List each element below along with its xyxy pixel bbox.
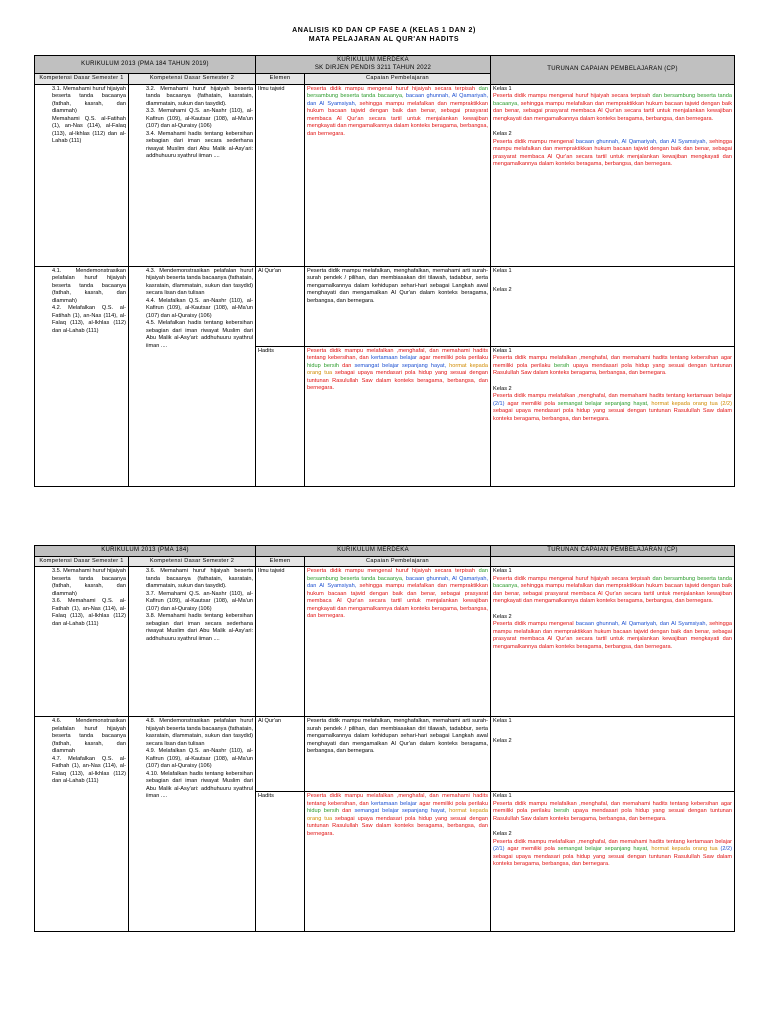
kd-text: Melafalkan Q.S. an-Nashr (110), al-Kafirun (109), al-Kautsar (108), al-Ma'un (107) dan al-Quraisy (106)	[146, 748, 254, 769]
kd-cp-table-1	[34, 55, 735, 487]
cp-cell	[305, 84, 491, 266]
turunan-cell	[491, 84, 735, 266]
turunan-cell	[491, 266, 735, 346]
kd-text: Mendemonstrasikan pelafalan huruf hijaiyah beserta tanda bacaanya (fathatain, kasratain, dlammatain, sukun dan tasydid) secara lisan dan tulisan	[146, 718, 254, 747]
cp-text-segment: Peserta didik mampu melafalkan ,menghafal, dan memahami hadits tentang kebersihan, dan	[307, 793, 489, 807]
kd-item	[52, 86, 126, 116]
cp-text-segment: agar memiliki pola perilaku	[419, 800, 489, 807]
kelas-block	[493, 386, 732, 424]
document-title: ANALISIS KD DAN CP FASE A (KELAS 1 DAN 2)	[292, 27, 476, 34]
table-row	[35, 717, 735, 792]
kelas-text	[493, 393, 732, 423]
kd-item	[52, 116, 126, 146]
kd-sem2-cell	[129, 567, 256, 717]
cp-text-segment: Peserta didik mampu mengenal huruf hijaiyah secara terpisah	[307, 85, 479, 92]
kelas-label: Kelas 1	[493, 793, 512, 799]
kelas-block	[493, 268, 732, 276]
kd-item	[52, 568, 126, 598]
header-elemen: Elemen	[256, 556, 305, 567]
kd-number: 4.9.	[146, 748, 159, 754]
cp-text-segment: sebagai upaya mendasari pola hidup yang sesuai dengan tuntunan Rasulullah Saw dalam konteks beragama, berbangsa, dan bernegara.	[493, 408, 733, 422]
kd-text: Mendemonstrasikan pelafalan huruf hijaiyah beserta tanda bacaanya (fathatain, kasratain, dlammatain, sukun dan tasydid) secara lisan dan tulisan	[146, 267, 254, 296]
kd-number: 3.7.	[146, 590, 159, 597]
turunan-cell	[491, 717, 735, 792]
kelas-label: Kelas 1	[493, 85, 512, 92]
kd-number: 4.10.	[146, 770, 161, 777]
kelas-block	[493, 614, 732, 652]
kd-number: 4.3.	[146, 267, 160, 274]
kd-sem2-cell	[129, 266, 256, 486]
cp-text-segment: sehingga mampu melafalkan dan mempraktikkan hukum bacaan tajwid dengan baik dan benar, sebagai prasyarat membaca Al Qur'an secara tartil untuk menjalankan kewajiban mengkayati dan mengamalkannya dalam konteks beragama, berbangsa, dan bernegara.	[307, 100, 489, 137]
kd-number: 3.5.	[52, 568, 64, 574]
table-row	[35, 266, 735, 346]
header-merdeka: KURIKULUM MERDEKA	[256, 546, 491, 557]
elemen-cell: Hadits	[256, 346, 305, 486]
cp-text-segment: Peserta didik mampu melafalkan ,menghafal, dan memahami hadits tentang kertamaan belajar	[493, 393, 733, 399]
header-merdeka-line2: SK DIRJEN PENDIS 3211 TAHUN 2022	[314, 64, 432, 71]
cp-text-segment: dan bersambung beserta tanda bacaanya,	[493, 575, 733, 589]
kelas-text	[493, 621, 732, 651]
kelas-text	[493, 93, 732, 123]
kd-text: Memahami hadis tentang kebersihan sebagian dari iman secara sederhana riwayat Muslim dari Abu Malik al-Asy'ari: addhuhuuru syathrul iiman ....	[146, 130, 254, 159]
cp-cell	[305, 346, 491, 486]
kd-list	[37, 718, 126, 786]
header-row-top	[35, 56, 735, 74]
kd-number: 3.2.	[146, 85, 161, 92]
cp-text-segment: bacaan ghunnah, Al Qamariyah, dan Al Syamsiyah,	[575, 138, 710, 145]
kd-text: Melafalkan Q.S. an-Nashr (110), al-Kafirun (109), al-Kautsar (108), al-Ma'un (107) dan al-Quraisy (106)	[146, 297, 254, 319]
cp-text-segment: upaya mendasari pola hidup yang sesuai dengan tuntunan Rasulullah Saw dalam konteks beragama, berbangsa, dan bernegara.	[493, 362, 733, 376]
cp-text-segment: upaya mendasari pola hidup yang sesuai dengan tuntunan Rasulullah Saw dalam konteks beragama, berbangsa, dan bernegara.	[493, 808, 733, 822]
table-row	[35, 84, 735, 266]
kelas-label: Kelas 2	[493, 613, 512, 620]
cp-text-segment: (2/1)	[493, 400, 508, 407]
kelas-text	[493, 839, 732, 869]
kelas-block	[493, 831, 732, 869]
elemen-cell: Ilmu tajwid	[256, 84, 305, 266]
kd-list	[37, 568, 126, 628]
kd-text: Melafalkan hadis tentang kebersihan sebagian dari iman riwayat Muslim dari Abu Malik al-Asy'ari: addhuhuuru syathrul iiman ....	[146, 770, 254, 799]
header-row-top	[35, 546, 735, 557]
turunan-cell	[491, 346, 735, 486]
kd-sem2-cell	[129, 84, 256, 266]
kd-sem2-cell	[129, 717, 256, 932]
kelas-text	[493, 576, 732, 606]
cp-text-segment: Peserta didik mampu mengenal	[493, 621, 576, 627]
kd-text: Mendemonstrasikan pelafalan huruf hijaiyah beserta tanda bacaanya (fathah, kasrah, dan dlammah	[52, 718, 126, 754]
kd-item	[146, 568, 253, 591]
header-kd-semester-2: Kompetensi Dasar Semester 2	[129, 74, 256, 85]
header-merdeka	[256, 56, 491, 74]
cp-text-segment: agar memiliki pola perilaku	[419, 355, 489, 361]
kd-item	[146, 86, 253, 109]
kd-sem1-cell	[35, 567, 129, 717]
cp-text-segment: (2/1)	[493, 846, 508, 852]
kd-text: Melafalkan Q.S. al-Fathah (1), an-Nas (114), al-Falaq (113), al-Ikhlas (112) dan al-Lahab (111)	[52, 755, 126, 784]
kd-item	[52, 598, 126, 628]
kd-cp-table-2	[34, 545, 735, 932]
cp-text-segment: Peserta didik mampu mengenal huruf hijaiyah secara terpisah	[493, 575, 653, 582]
kelas-block	[493, 86, 732, 124]
kd-text: Memahami huruf hijaiyah beserta tanda bacaanya (fathah, kasrah, dan dlammah)	[52, 85, 126, 114]
kd-number: 4.4.	[146, 297, 159, 304]
kelas-label: Kelas 2	[493, 385, 512, 392]
cp-cell	[305, 266, 491, 346]
kd-item	[52, 268, 126, 306]
cp-text-segment: kertamaan belajar	[371, 800, 420, 807]
kd-text: Memahami Q.S. an-Nashr (110), al-Kafirun (109), al-Kautsar (108), al-Ma'un (107) dan al-Quraisy (106)	[146, 108, 254, 129]
header-k13: KURIKULUM 2013 (PMA 184)	[35, 546, 256, 557]
kd-text: Melafalkan hadis tentang kebersihan sebagian dari iman riwayat Muslim dari Abu Malik al-Asy'ari: addhuhuuru syathrul iiman ....	[146, 320, 254, 349]
kd-item	[52, 305, 126, 335]
cp-text-segment: semangat belajar sepanjang hayat,	[354, 808, 450, 814]
kd-sem1-cell	[35, 266, 129, 486]
kd-text: Memahami Q.S. al-Fatihah (1), an-Nas (114), al-Falaq (113), al-Ikhlas (112) dan al-Lahab (111)	[52, 115, 126, 144]
kd-text: Memahami Q.S. an-Nashr (110), al-Kafirun (109), al-Kautsar (108), al-Ma'un (107) dan al-Quraisy (106)	[146, 590, 254, 612]
cp-text-segment: sehingga mampu melafalkan dan mempraktikkan hukum bacaan tajwid dengan baik dan benar, sebagai prasyarat membaca Al Qur'an secara tartil untuk menjalankan kewajiban mengkayati dan mengamalkannya dalam konteks beragama, berbangsa, dan bernegara.	[307, 583, 489, 619]
kelas-label: Kelas 1	[493, 568, 512, 574]
header-kd-semester-1: Kompetensi Dasar Semester 1	[35, 74, 129, 85]
kd-item	[146, 718, 253, 748]
kd-text: Mendemonstrasikan pelafalan huruf hijaiyah beserta tanda bacaanya (fathah, kasrah, dan dlammah)	[52, 267, 126, 304]
kd-item	[146, 298, 253, 321]
elemen-cell: Al Qur'an	[256, 717, 305, 792]
kd-number: 4.6.	[52, 718, 76, 724]
header-kd-semester-2: Kompetensi Dasar Semester 2	[129, 556, 256, 567]
elemen-cell: Al Qur'an	[256, 266, 305, 346]
cp-text-segment: sebagai upaya mendasari pola hidup yang sesuai dengan tuntunan Rasulullah Saw dalam konteks beragama, berbangsa, dan bernegara.	[493, 853, 733, 867]
kd-number: 4.8.	[146, 718, 160, 724]
kelas-block	[493, 568, 732, 606]
kd-text: Memahami hadis tentang kebersihan sebagian dari iman secara sederhana riwayat Muslim dari Abu Malik al-Asy'ari: addhuhuuru syathrul iiman ....	[146, 613, 254, 642]
kd-number: 3.6.	[146, 568, 161, 574]
kelas-label: Kelas 2	[493, 131, 512, 137]
kd-number: 3.3.	[146, 108, 159, 114]
cp-text-segment: sebagai upaya mendasari pola hidup yang sesuai dengan tuntunan Rasulullah Saw dalam konteks beragama, berbangsa, dan bernegara.	[307, 370, 489, 391]
cp-text-segment: sehingga mampu melafalkan dan mempraktikkan hukum bacaan tajwid dengan baik dan benar, sebagai prasyarat membaca Al Qur'an secara tartil untuk menjalankan kewajiban mengkayati dan mengamalkannya dalam konteks beragama, berbangsa, dan bernegara.	[493, 583, 733, 604]
kd-sem1-cell	[35, 717, 129, 932]
cp-text-segment: sebagai upaya mendasari pola hidup yang sesuai dengan tuntunan Rasulullah Saw dalam konteks beragama, berbangsa, dan bernegara.	[307, 815, 489, 837]
cp-text-segment: Peserta didik mampu melafalkan ,menghafal, dan memahami hadits tentang kertamaan belajar	[493, 838, 733, 845]
kelas-label: Kelas 1	[493, 267, 512, 274]
kd-number: 4.7.	[52, 755, 69, 762]
kd-number: 3.8.	[146, 613, 158, 619]
cp-text-segment: sehingga mampu melafalkan dan mempraktikkan hukum bacaan tajwid dengan baik dan benar, sebagai prasyarat membaca Al Qur'an secara tartil untuk menjalankan kewajiban mengkayati dan mengamalkannya dalam konteks beragama, berbangsa, dan bernegara.	[493, 138, 733, 167]
elemen-cell: Ilmu tajwid	[256, 567, 305, 717]
document-subtitle: MATA PELAJARAN AL QUR'AN HADITS	[308, 36, 460, 43]
cp-text-segment: Peserta didik mampu melafalkan ,menghafal, dan memahami hadits tentang kebersihan agar memiliki pola perilaku	[493, 800, 733, 814]
cp-text-segment: kertamaan belajar	[371, 355, 420, 361]
kelas-block	[493, 131, 732, 169]
cp-text-segment: bersih	[554, 362, 573, 369]
kd-text: Melafalkan Q.S. al-Fatihah (1), an-Nas (114), al-Falaq (113), al-Ikhlas (112) dan al-Lahab (111)	[52, 305, 126, 334]
cp-cell	[305, 717, 491, 792]
cp-text-segment: dan bersambung beserta tanda bacaanya,	[307, 85, 489, 99]
cp-text-segment: dan bersambung beserta tanda bacaanya,	[493, 93, 733, 107]
kd-item	[146, 748, 253, 771]
kd-item	[52, 756, 126, 786]
kelas-text	[493, 355, 732, 378]
cp-text-segment: sehingga mampu melafalkan dan mempraktikkan hukum bacaan tajwid dengan baik dan benar, sebagai prasyarat membaca Al Qur'an secara tartil untuk menjalankan kewajiban mengkayati dan mengamalkannya dalam konteks beragama, berbangsa, dan bernegara.	[493, 621, 733, 650]
kd-number: 4.1.	[52, 267, 76, 274]
header-turunan-blank	[491, 556, 735, 567]
cp-text-segment: agar memiliki pola	[507, 846, 558, 852]
turunan-cell	[491, 567, 735, 717]
kelas-block	[493, 738, 732, 746]
cp-text-segment: Peserta didik mampu mengenal	[493, 138, 576, 145]
kd-number: 3.1.	[52, 85, 64, 92]
kelas-label: Kelas 1	[493, 718, 512, 724]
kd-sem1-cell	[35, 84, 129, 266]
cp-text-segment: hormat kepada orang tua	[307, 362, 489, 376]
cp-text-segment: agar memiliki pola	[507, 400, 558, 407]
kelas-label: Kelas 2	[493, 287, 512, 293]
cp-text-segment: hormat kepada orang tua	[651, 846, 721, 852]
cp-text-segment: dan	[342, 362, 355, 369]
kelas-block	[493, 793, 732, 823]
kd-text: Memahami Q.S. al- Fathah (1), an-Nas (114), al-Falaq (113), al-Ikhlas (112) dan al-Lahab (111)	[52, 598, 126, 627]
kelas-label: Kelas 2	[493, 831, 512, 837]
header-k13: KURIKULUM 2013 (PMA 184 TAHUN 2019)	[35, 56, 256, 74]
cp-text-segment: bacaan ghunnah, Al Qamariyah, dan Al Syamsiyah,	[307, 93, 489, 107]
kelas-label: Kelas 2	[493, 737, 512, 744]
header-turunan: TURUNAN CAPAIAN PEMBELAJARAN (CP)	[491, 546, 735, 557]
kd-item	[146, 108, 253, 131]
kelas-text	[493, 139, 732, 169]
kd-item	[146, 320, 253, 350]
kd-list	[131, 268, 253, 351]
cp-text-segment: hidup bersih	[307, 808, 343, 814]
cp-text-segment: semangat belajar sepanjang hayat,	[557, 400, 652, 407]
kd-item	[52, 718, 126, 756]
cp-text-segment: Peserta didik mampu melafalkan ,menghafal, dan memahami hadits tentang kebersihan, dan	[307, 347, 489, 361]
cp-text-segment: dan bersambung beserta tanda bacaanya,	[307, 568, 489, 582]
elemen-cell: Hadits	[256, 792, 305, 932]
cp-text-segment: hormat kepada orang tua	[307, 808, 489, 822]
kd-list	[37, 268, 126, 336]
kd-list	[131, 568, 253, 643]
cp-text-segment: bacaan ghunnah, Al Qamariyah, dan Al Syamsiyah,	[575, 621, 710, 627]
kd-list	[131, 718, 253, 801]
kelas-text	[493, 801, 732, 824]
kd-text: Memahami huruf hijaiyah beserta tanda bacaanya (fathatain, kasratain, dlammatain, sukun dan tasydid).	[146, 85, 254, 107]
kd-item	[146, 613, 253, 643]
cp-text-segment: (2/2)	[720, 846, 732, 852]
cp-text-segment: semangat belajar sepanjang hayat,	[557, 846, 652, 852]
kelas-label: Kelas 1	[493, 347, 512, 354]
table-row	[35, 567, 735, 717]
kelas-block	[493, 287, 732, 295]
header-elemen: Elemen	[256, 74, 305, 85]
cp-cell	[305, 567, 491, 717]
cp-cell	[305, 792, 491, 932]
kd-list	[131, 86, 253, 161]
cp-text-segment: Peserta didik mampu mengenal huruf hijaiyah secara terpisah	[493, 93, 653, 99]
header-row-sub	[35, 556, 735, 567]
kd-item	[146, 268, 253, 298]
kelas-block	[493, 348, 732, 378]
cp-text-segment: Peserta didik mampu melafalkan, menghafalkan, memahami arti surah-surah pendek / pilihan, dan membiasakan diri tilawah, tadabbur, serta mengamalkannya dalam kehidupan sehari-hari sebagai Langkah awal menghayati dan mengamalkan Al Qur'an dalam konteks beragama, berbangsa, dan bernegara.	[307, 718, 489, 754]
cp-text-segment: dan	[342, 808, 355, 814]
header-capaian: Capaian Pembelajaran	[305, 74, 491, 85]
cp-text-segment: bersih	[554, 808, 573, 814]
cp-text-segment: bacaan ghunnah, Al Qamariyah, dan Al Syamsiyah,	[307, 575, 489, 589]
cp-text-segment: hidup bersih	[307, 362, 343, 369]
kd-text: Memahami huruf hijaiyah beserta tanda bacaanya (fathah, kasrah, dan dlammah)	[52, 568, 126, 597]
header-capaian: Capaian Pembelajaran	[305, 556, 491, 567]
kd-number: 3.6.	[52, 598, 68, 604]
cp-text-segment: hormat kepada orang tua (2/2)	[651, 400, 733, 407]
kd-number: 3.4.	[146, 130, 158, 137]
cp-text-segment: Peserta didik mampu melafalkan, menghafalkan, memahami arti surah-surah pendek / pilihan, dan membiasakan diri tilawah, tadabbur, serta mengamalkannya dalam kehidupan sehari-hari sebagai Langkah awal menghayati dan mengamalkan Al Qur'an dalam konteks beragama, berbangsa, dan bernegara.	[307, 267, 489, 304]
turunan-cell	[491, 792, 735, 932]
cp-text-segment: Peserta didik mampu melafalkan ,menghafal, dan memahami hadits tentang kebersihan agar memiliki pola perilaku	[493, 355, 733, 369]
header-kd-semester-1: Kompetensi Dasar Semester 1	[35, 556, 129, 567]
kd-number: 4.5.	[146, 320, 159, 326]
cp-text-segment: semangat belajar sepanjang hayat,	[354, 362, 450, 369]
cp-text-segment: sehingga mampu melafalkan dan mempraktikkan hukum bacaan tajwid dengan baik dan benar, sebagai prasyarat membaca Al Qur'an secara tartil untuk menjalankan kewajiban mengkayati dan mengamalkannya dalam konteks beragama, berbangsa, dan bernegara.	[493, 100, 733, 122]
kd-item	[146, 591, 253, 614]
cp-text-segment: Peserta didik mampu mengenal huruf hijaiyah secara terpisah	[307, 568, 479, 574]
kelas-block	[493, 718, 732, 726]
kd-item	[146, 131, 253, 161]
header-turunan: TURUNAN CAPAIAN PEMBELAJARAN (CP)	[491, 56, 735, 85]
kd-item	[146, 771, 253, 801]
header-merdeka-line1: KURIKULUM MERDEKA	[337, 57, 409, 63]
kd-number: 4.2.	[52, 305, 69, 311]
kd-list	[37, 86, 126, 146]
kd-text: Memahami huruf hijaiyah beserta tanda bacaanya (fathatain, kasratain, dlammatain, sukun dan tasydid).	[146, 568, 254, 589]
